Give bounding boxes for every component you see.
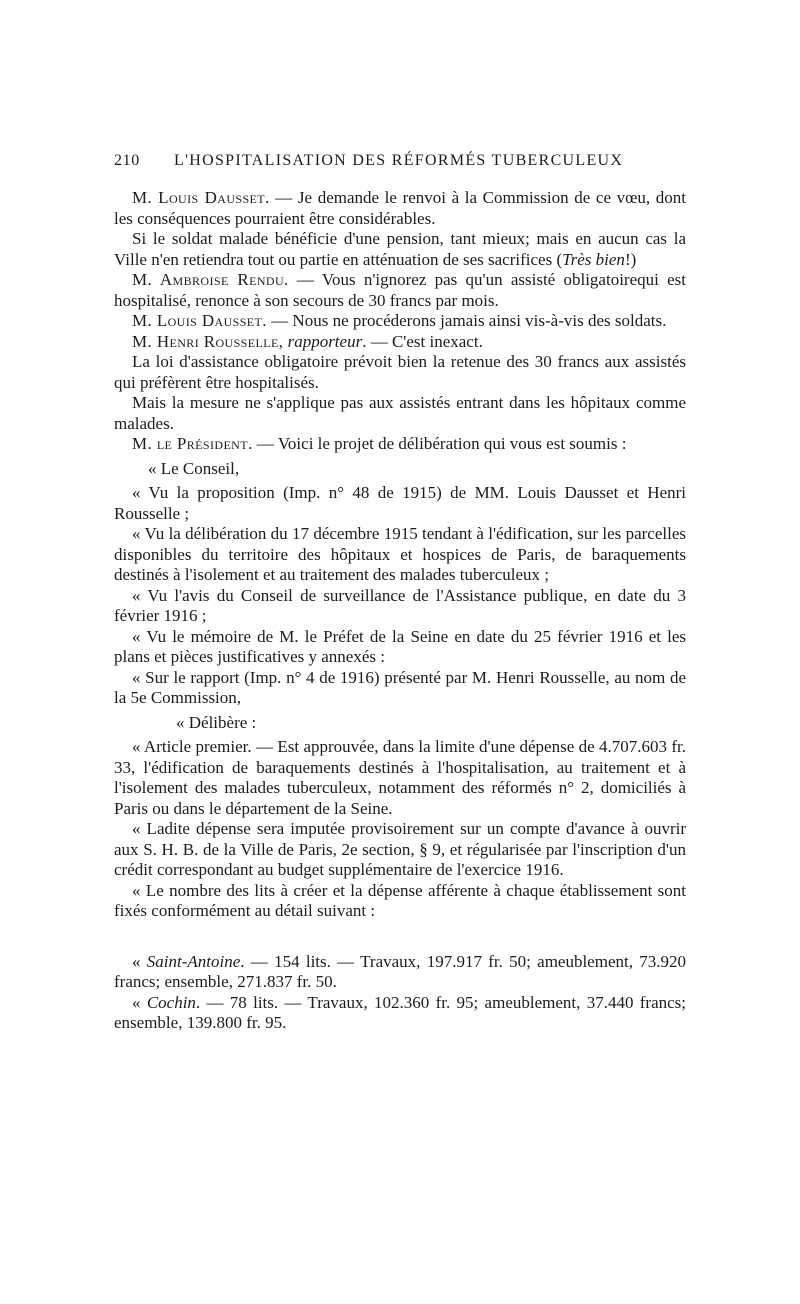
paragraph-cochin bbox=[114, 993, 686, 1034]
quote-mark: « bbox=[132, 951, 147, 971]
paragraph-dausset-1 bbox=[114, 188, 686, 229]
paragraph-text: — Voici le projet de délibération qui vous est soumis : bbox=[252, 434, 627, 453]
paragraph-vu-proposition: « Vu la proposition (Imp. n° 48 de 1915) de MM. Louis Dausset et Henri Rousselle ; bbox=[114, 483, 686, 523]
paragraph-saint-antoine bbox=[114, 952, 686, 993]
page-number: 210 bbox=[114, 152, 140, 169]
speaker-role: rapporteur bbox=[283, 331, 363, 351]
speaker-name: M. Louis Dausset. bbox=[132, 311, 267, 330]
paragraph-vu-deliberation: « Vu la délibération du 17 décembre 1915 tendant à l'édification, sur les parcelles disponibles du territoire des hôpitaux et hospices de Paris, de baraquements destinés à l'isolement et au traitement des malades tuberculeux ; bbox=[114, 524, 686, 584]
quote-mark: « bbox=[132, 992, 147, 1012]
document-page bbox=[114, 152, 686, 1034]
paragraph-vu-memoire: « Vu le mémoire de M. le Préfet de la Seine en date du 25 février 1916 et les plans et pièces justificatives y annexés : bbox=[114, 626, 686, 666]
paragraph-text: . — 154 lits. — Travaux, 197.917 fr. 50; ameublement, 73.920 francs; ensemble, 271.837 fr. 50. bbox=[114, 951, 686, 991]
paragraph-text-tail: !) bbox=[624, 249, 637, 269]
paragraph-text: . — C'est inexact. bbox=[362, 331, 483, 351]
paragraph-article-premier: « Article premier. — Est approuvée, dans la limite d'une dépense de 4.707.603 fr. 33, l'édification de baraquements destinés à l'hospitalisation, au traitement et à l'isolement des malades tuberculeux, notamment des réformés n° 2, domiciliés à Paris ou dans le département de la Seine. bbox=[114, 737, 686, 818]
speaker-name: M. le Président. bbox=[132, 434, 253, 453]
paragraph-vu-avis: « Vu l'avis du Conseil de surveillance de l'Assistance publique, en date du 3 février 1916 ; bbox=[114, 585, 686, 625]
speaker-name: M. Henri Rousselle, bbox=[132, 331, 284, 351]
paragraph-delibere: « Délibère : bbox=[176, 712, 257, 732]
paragraph-rendu bbox=[114, 270, 686, 311]
paragraph-text: Si le soldat malade bénéficie d'une pension, tant mieux; mais en aucun cas la Ville n'en retiendra tout ou partie en atténuation de ses sacrifices ( bbox=[114, 229, 686, 269]
paragraph-text: — Vous n'ignorez pas qu'un assisté obligatoirequi est hospitalisé, renonce à son secours de 30 francs par mois. bbox=[114, 270, 686, 310]
paragraph-loi-assistance: La loi d'assistance obligatoire prévoit bien la retenue des 30 francs aux assistés qui préfèrent être hospitalisés. bbox=[114, 352, 686, 392]
paragraph-rousselle bbox=[114, 332, 686, 353]
paragraph-pension bbox=[114, 229, 686, 270]
paragraph-president bbox=[114, 434, 686, 455]
speaker-name: M. Ambroise Rendu. bbox=[132, 270, 289, 289]
paragraph-le-conseil: « Le Conseil, bbox=[148, 458, 240, 478]
paragraph-nombre-lits: « Le nombre des lits à créer et la dépense afférente à chaque établissement sont fixés conformément au détail suivant : bbox=[114, 880, 686, 920]
paragraph-text: — Je demande le renvoi à la Commission de ce vœu, dont les conséquences pourraient être considérables. bbox=[114, 188, 687, 228]
running-title: L'HOSPITALISATION DES RÉFORMÉS TUBERCULEUX bbox=[174, 152, 624, 169]
paragraph-text: . — 78 lits. — Travaux, 102.360 fr. 95; ameublement, 37.440 francs; ensemble, 139.800 fr. 95. bbox=[114, 992, 687, 1032]
paragraph-text: — Nous ne procéderons jamais ainsi vis-à-vis des soldats. bbox=[266, 311, 667, 330]
hospital-name: Saint-Antoine bbox=[146, 951, 241, 971]
paragraph-dausset-2 bbox=[114, 311, 686, 332]
applause-note: Très bien bbox=[562, 249, 625, 269]
running-header bbox=[114, 152, 686, 178]
paragraph-ladite-depense: « Ladite dépense sera imputée provisoirement sur un compte d'avance à ouvrir aux S. H. B. de la Ville de Paris, 2e section, § 9, et régularisée par l'inscription d'un crédit correspondant au budget supplémentaire de l'exercice 1916. bbox=[114, 819, 686, 879]
hospital-name: Cochin bbox=[146, 992, 196, 1012]
paragraph-sur-rapport: « Sur le rapport (Imp. n° 4 de 1916) présenté par M. Henri Rousselle, au nom de la 5e Commission, bbox=[114, 667, 686, 707]
paragraph-mesure: Mais la mesure ne s'applique pas aux assistés entrant dans les hôpitaux comme malades. bbox=[114, 393, 686, 433]
speaker-name: M. Louis Dausset. bbox=[132, 188, 270, 207]
